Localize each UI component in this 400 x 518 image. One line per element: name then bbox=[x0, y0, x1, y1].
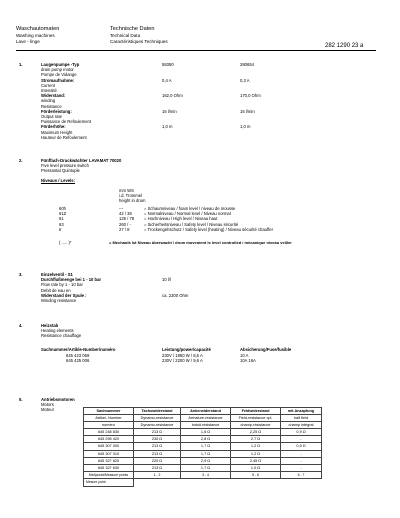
table-row bbox=[84, 457, 322, 464]
levels-unit bbox=[119, 188, 146, 204]
section-number: 3. bbox=[19, 272, 23, 277]
header-mid-line: Caractéristiques Techniques bbox=[110, 39, 168, 45]
header-cell: numéro bbox=[84, 422, 134, 429]
table-cell: 2,8 Ω bbox=[181, 436, 231, 443]
value: 170,0 Ohm bbox=[240, 93, 261, 99]
heater-number: 645 423 059 bbox=[66, 353, 90, 358]
table-footer-row bbox=[84, 472, 322, 479]
footer-cell: 1 - 2 bbox=[134, 472, 181, 479]
table-cell: 645 327 630 bbox=[84, 464, 134, 471]
label: Puissance de Refoulement bbox=[41, 119, 92, 125]
label: Intensité bbox=[41, 88, 57, 94]
levels-values bbox=[119, 206, 134, 232]
level-desc: = Hochniveau / High level / Niveau haut bbox=[144, 216, 218, 222]
table-footer-row bbox=[84, 479, 322, 486]
value: 0,4 A bbox=[162, 77, 172, 83]
label: Laugenpumpe -Typ bbox=[41, 62, 80, 67]
heater-number: 645 425 006 bbox=[66, 358, 90, 364]
level-desc: = Schaumniveau / foam level / niveau de mousse bbox=[144, 206, 236, 211]
table-cell: 645 307 310 bbox=[84, 450, 134, 457]
heater-power: 230V / 1950 W / 8,5 A bbox=[162, 353, 203, 358]
level-desc: = Normalniveau / Normal level / Niveau normal bbox=[144, 211, 231, 217]
footer-cell bbox=[281, 479, 322, 486]
header-mid-line: Technical Data bbox=[110, 32, 141, 38]
level-code: 61 bbox=[59, 216, 64, 222]
header-cell: champ-résistance bbox=[231, 422, 281, 429]
table-cell: 1,7 Ω bbox=[181, 443, 231, 450]
footer-cell bbox=[134, 479, 181, 486]
table-cell: 213 Ω bbox=[134, 464, 181, 471]
label: Flow rate by 1 - 10 bar bbox=[41, 282, 83, 288]
section-1-col-b bbox=[240, 62, 261, 130]
footer-cell: 5 - 6 bbox=[231, 472, 281, 479]
section-1-col-a bbox=[162, 62, 183, 130]
section-number: 2. bbox=[19, 158, 23, 163]
label: Stromaufnahme: bbox=[41, 77, 75, 83]
label: Durchflußmenge bei 1 - 10 bar bbox=[41, 277, 102, 283]
coil-resistance-value: ca. 2200 Ohm bbox=[162, 293, 189, 298]
table-row bbox=[84, 429, 322, 436]
label: Förderhöhe: bbox=[41, 124, 66, 130]
table-cell: 213 Ω bbox=[134, 443, 181, 450]
header-cell: Ankerwiderstand bbox=[181, 408, 231, 415]
table-cell: 1,7 Ω bbox=[181, 450, 231, 457]
header-cell: Tachowiderstand bbox=[134, 408, 181, 415]
footer-cell: Meßpunkt/Measure points bbox=[84, 472, 134, 479]
section-number: 1. bbox=[19, 62, 23, 67]
header-cell: half field bbox=[281, 415, 322, 422]
header-cell: Field-resistance cpl. bbox=[231, 415, 281, 422]
value: 1,0 m bbox=[240, 124, 251, 130]
table-header-row bbox=[84, 422, 322, 429]
value: 58390 bbox=[162, 62, 174, 67]
level-value: 260 / - bbox=[119, 221, 131, 227]
table-cell: 645 248 830 bbox=[84, 429, 134, 436]
footer-cell: Mesure point bbox=[84, 479, 134, 486]
table-row bbox=[84, 436, 322, 443]
line: Antriebsmotoren bbox=[41, 397, 75, 402]
label: Hauteur de Refoulement bbox=[41, 134, 87, 140]
header-cell: Feldwiderstand bbox=[231, 408, 281, 415]
label: winding bbox=[41, 98, 56, 104]
line: Pressostat Quintuple bbox=[41, 168, 80, 174]
table-cell: 1,2 Ω bbox=[231, 443, 281, 450]
table-cell: 1,2 Ω bbox=[231, 450, 281, 457]
table-cell: 645 307 300 bbox=[84, 443, 134, 450]
table-cell: 645 295 420 bbox=[84, 436, 134, 443]
label: Maximum Height bbox=[41, 129, 73, 135]
table-cell: - bbox=[281, 450, 322, 457]
heater-power: 230V / 2200 W / 9,6 A bbox=[162, 358, 203, 364]
table-cell: 1,7 Ω bbox=[181, 464, 231, 471]
line: Moteur bbox=[41, 407, 55, 413]
header-left-line: Waschautomaten bbox=[16, 26, 60, 32]
note-mark: ( ..... )* bbox=[59, 240, 72, 245]
section-number: 4. bbox=[19, 323, 23, 328]
heater-head-fuse: Absicherung/Fuse/fusible bbox=[240, 347, 292, 352]
header-left-line: Lave - linge bbox=[16, 39, 40, 45]
table-cell: 2,45 Ω bbox=[231, 457, 281, 464]
header-cell: Induit-résistance bbox=[181, 422, 231, 429]
table-cell: - bbox=[281, 464, 322, 471]
label: drain pump motor bbox=[41, 67, 74, 73]
table-row bbox=[84, 464, 322, 471]
table-cell: 220 Ω bbox=[134, 457, 181, 464]
section-2-title bbox=[41, 158, 121, 174]
table-row bbox=[84, 443, 322, 450]
unit-line: height in drum bbox=[119, 198, 146, 204]
pressure-switch-title: Fünffach-Druckwächter LAVAMAT 70020 bbox=[41, 158, 122, 163]
table-cell: 2,9 Ω bbox=[181, 457, 231, 464]
table-cell: 2,25 Ω bbox=[231, 429, 281, 436]
level-code: 61Z bbox=[59, 211, 67, 217]
line: Motors bbox=[41, 402, 54, 408]
label: Winding resistance bbox=[41, 298, 77, 304]
section-3-labels bbox=[41, 272, 101, 303]
heater-fuse: 10A 16A bbox=[240, 358, 256, 364]
line: Five level pressure switch bbox=[41, 163, 89, 169]
table-cell: 213 Ω bbox=[134, 450, 181, 457]
table-cell: - bbox=[281, 436, 322, 443]
table-cell: 230 Ω bbox=[134, 436, 181, 443]
heater-powers bbox=[162, 353, 203, 363]
line: Heizstab bbox=[41, 323, 59, 328]
label: Widerstand: bbox=[41, 93, 66, 99]
label: Resistance bbox=[41, 103, 62, 109]
header-mid-line: Technische Daten bbox=[110, 26, 155, 32]
level-value: 125 / 78 bbox=[119, 216, 135, 222]
level-code: 63 bbox=[59, 221, 64, 227]
value: 1,0 m bbox=[162, 124, 173, 130]
levels-descriptions bbox=[144, 206, 273, 232]
table-cell: 213 Ω bbox=[134, 429, 181, 436]
label: Pompe de Vidange bbox=[41, 72, 77, 78]
header-cell: Artikel- Number bbox=[84, 415, 134, 422]
value: 280654 bbox=[240, 62, 254, 67]
section-1-labels bbox=[41, 62, 91, 140]
heater-numbers bbox=[66, 353, 89, 363]
level-desc: = Sicherheitsniveau / Safety level / Niveau sécurité bbox=[144, 221, 239, 227]
document-number: 282 1290 23 a bbox=[325, 43, 364, 49]
table-row bbox=[84, 450, 322, 457]
value: 0,3 A bbox=[240, 77, 250, 83]
level-value: --- bbox=[119, 206, 124, 211]
level-value: 27 / 8 bbox=[119, 226, 130, 232]
value: 16 l/min bbox=[162, 108, 177, 114]
label: Debit de eau en bbox=[41, 287, 71, 293]
label: Output rate bbox=[41, 114, 62, 120]
header-rule bbox=[16, 50, 376, 51]
heater-fuse: 10 A bbox=[240, 353, 249, 358]
table-header-row bbox=[84, 415, 322, 422]
value: 16 l/min bbox=[240, 108, 255, 114]
level-value: 42 / 36 bbox=[119, 211, 132, 217]
table-cell: 2,7 Ω bbox=[231, 436, 281, 443]
line: Heating elements bbox=[41, 328, 74, 334]
label: Förderleistung: bbox=[41, 108, 72, 114]
level-desc: = Trockengehschutz / Safety level (heating) / Niveau sécurité chauffer bbox=[144, 226, 273, 232]
heater-fuses bbox=[240, 353, 256, 363]
header-cell: champ intégral bbox=[281, 422, 322, 429]
table-cell: - bbox=[281, 457, 322, 464]
header-cell: Dynamo-resistance bbox=[134, 415, 181, 422]
footer-cell: 6 - 7 bbox=[281, 472, 322, 479]
unit-line: i.d. Trommel bbox=[119, 193, 143, 199]
table-cell: 0,9 Ω bbox=[281, 429, 322, 436]
section-4-title bbox=[41, 323, 81, 339]
footer-cell bbox=[231, 479, 281, 486]
flow-rate-value: 10 l/l bbox=[162, 277, 171, 282]
table-cell: 645 327 620 bbox=[84, 457, 134, 464]
heater-head-power: Leistung/power/capacité bbox=[162, 347, 211, 352]
header-cell: Armature-resistance bbox=[181, 415, 231, 422]
unit-line: mm WS bbox=[119, 188, 134, 193]
line: Resistance chauffage bbox=[41, 333, 82, 339]
table-cell: 1,6 Ω bbox=[181, 429, 231, 436]
table-cell: 0,5 Ω bbox=[281, 443, 322, 450]
header-cell: mit Anzapfung bbox=[281, 408, 322, 415]
label: Widerstand der Spule : bbox=[41, 292, 87, 298]
level-code: 60h bbox=[59, 206, 66, 211]
label: Current bbox=[41, 82, 55, 88]
level-code: tr bbox=[59, 226, 62, 232]
header-left bbox=[16, 26, 59, 46]
section-5-title bbox=[41, 397, 75, 413]
heater-head-num: Sachnummer/Artikle-Number/numéro bbox=[41, 347, 116, 352]
section-number: 5. bbox=[19, 397, 23, 402]
value: 162,0 Ohm bbox=[162, 93, 183, 99]
header-cell: Sachnummer bbox=[84, 408, 134, 415]
levels-codes bbox=[59, 206, 66, 232]
motor-table bbox=[83, 407, 322, 487]
table-header-row bbox=[84, 408, 322, 415]
header-cell: Dynamo-résistance bbox=[134, 422, 181, 429]
label: Einzelventil - S1 bbox=[41, 272, 73, 277]
table-cell: 1,0 Ω bbox=[231, 464, 281, 471]
note-text: = Mechanik ist Niveau überwacht / drum movement is level controlled / mécanique niveau veiller bbox=[109, 240, 292, 245]
header-mid bbox=[110, 26, 168, 46]
levels-title: Niveaus / Levels: bbox=[41, 178, 75, 183]
header-left-line: Washing machines bbox=[16, 32, 55, 38]
footer-cell: 3 - 4 bbox=[181, 472, 231, 479]
footer-cell bbox=[181, 479, 231, 486]
